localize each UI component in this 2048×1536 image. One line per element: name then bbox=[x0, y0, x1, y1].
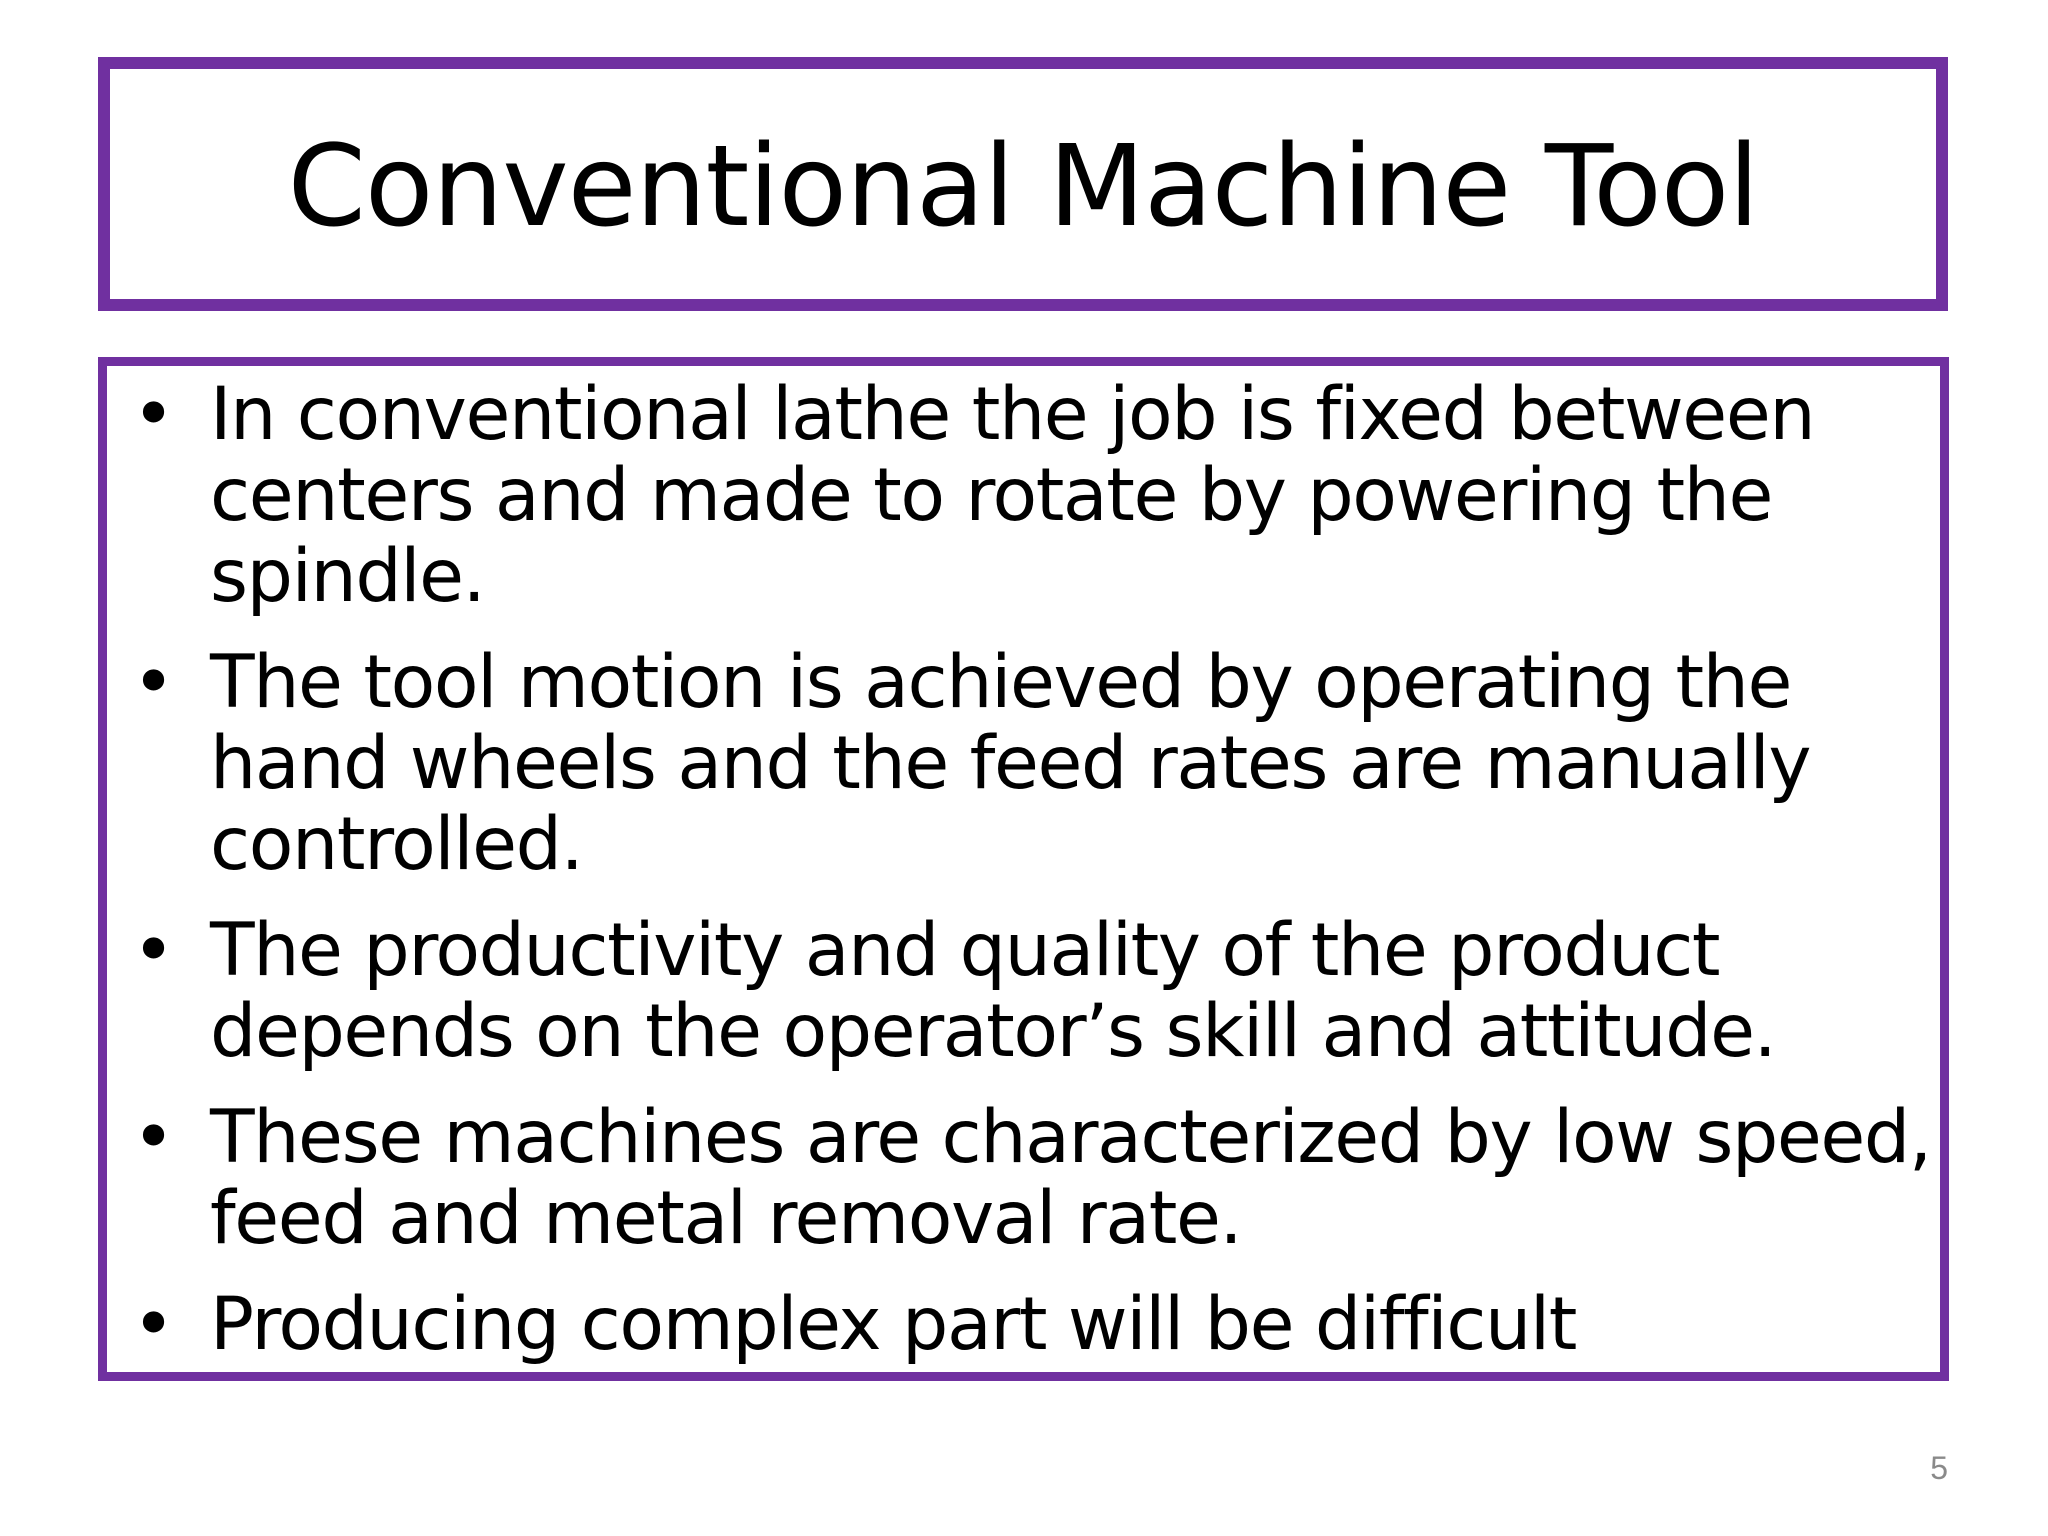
bullet-line: depends on the operator’s skill and attitude. bbox=[210, 989, 1776, 1074]
page-number: 5 bbox=[1930, 1450, 1948, 1486]
bullet-text bbox=[210, 910, 1920, 1072]
bullet-text bbox=[210, 1284, 1920, 1365]
bullet-item bbox=[107, 374, 1940, 617]
title-frame bbox=[98, 57, 1948, 311]
bullet-icon: • bbox=[132, 640, 174, 725]
bullet-item bbox=[107, 910, 1940, 1072]
bullet-line: controlled. bbox=[210, 802, 583, 887]
bullet-line: These machines are characterized by low speed, bbox=[210, 1095, 1931, 1180]
bullet-list bbox=[107, 374, 1940, 1390]
bullet-line: feed and metal removal rate. bbox=[210, 1176, 1242, 1261]
bullet-line: In conventional lathe the job is fixed between bbox=[210, 372, 1815, 457]
bullet-line: hand wheels and the feed rates are manually bbox=[210, 721, 1811, 806]
bullet-text bbox=[210, 1095, 1931, 1261]
bullet-item bbox=[107, 642, 1940, 885]
bullet-icon: • bbox=[132, 1095, 174, 1180]
bullet-line: Producing complex part will be difficult bbox=[210, 1282, 1576, 1367]
content-frame bbox=[98, 357, 1949, 1381]
bullet-icon: • bbox=[132, 908, 174, 993]
bullet-text bbox=[210, 374, 1920, 617]
bullet-icon: • bbox=[132, 1282, 174, 1367]
bullet-icon: • bbox=[132, 372, 174, 457]
slide-title: Conventional Machine Tool bbox=[287, 122, 1759, 252]
bullet-line: The tool motion is achieved by operating the bbox=[210, 640, 1792, 725]
bullet-item bbox=[107, 1284, 1940, 1365]
bullet-item bbox=[107, 1097, 1940, 1259]
bullet-line: centers and made to rotate by powering the bbox=[210, 453, 1773, 538]
bullet-text bbox=[210, 642, 1920, 885]
bullet-line: spindle. bbox=[210, 534, 485, 619]
bullet-line: The productivity and quality of the product bbox=[210, 908, 1720, 993]
